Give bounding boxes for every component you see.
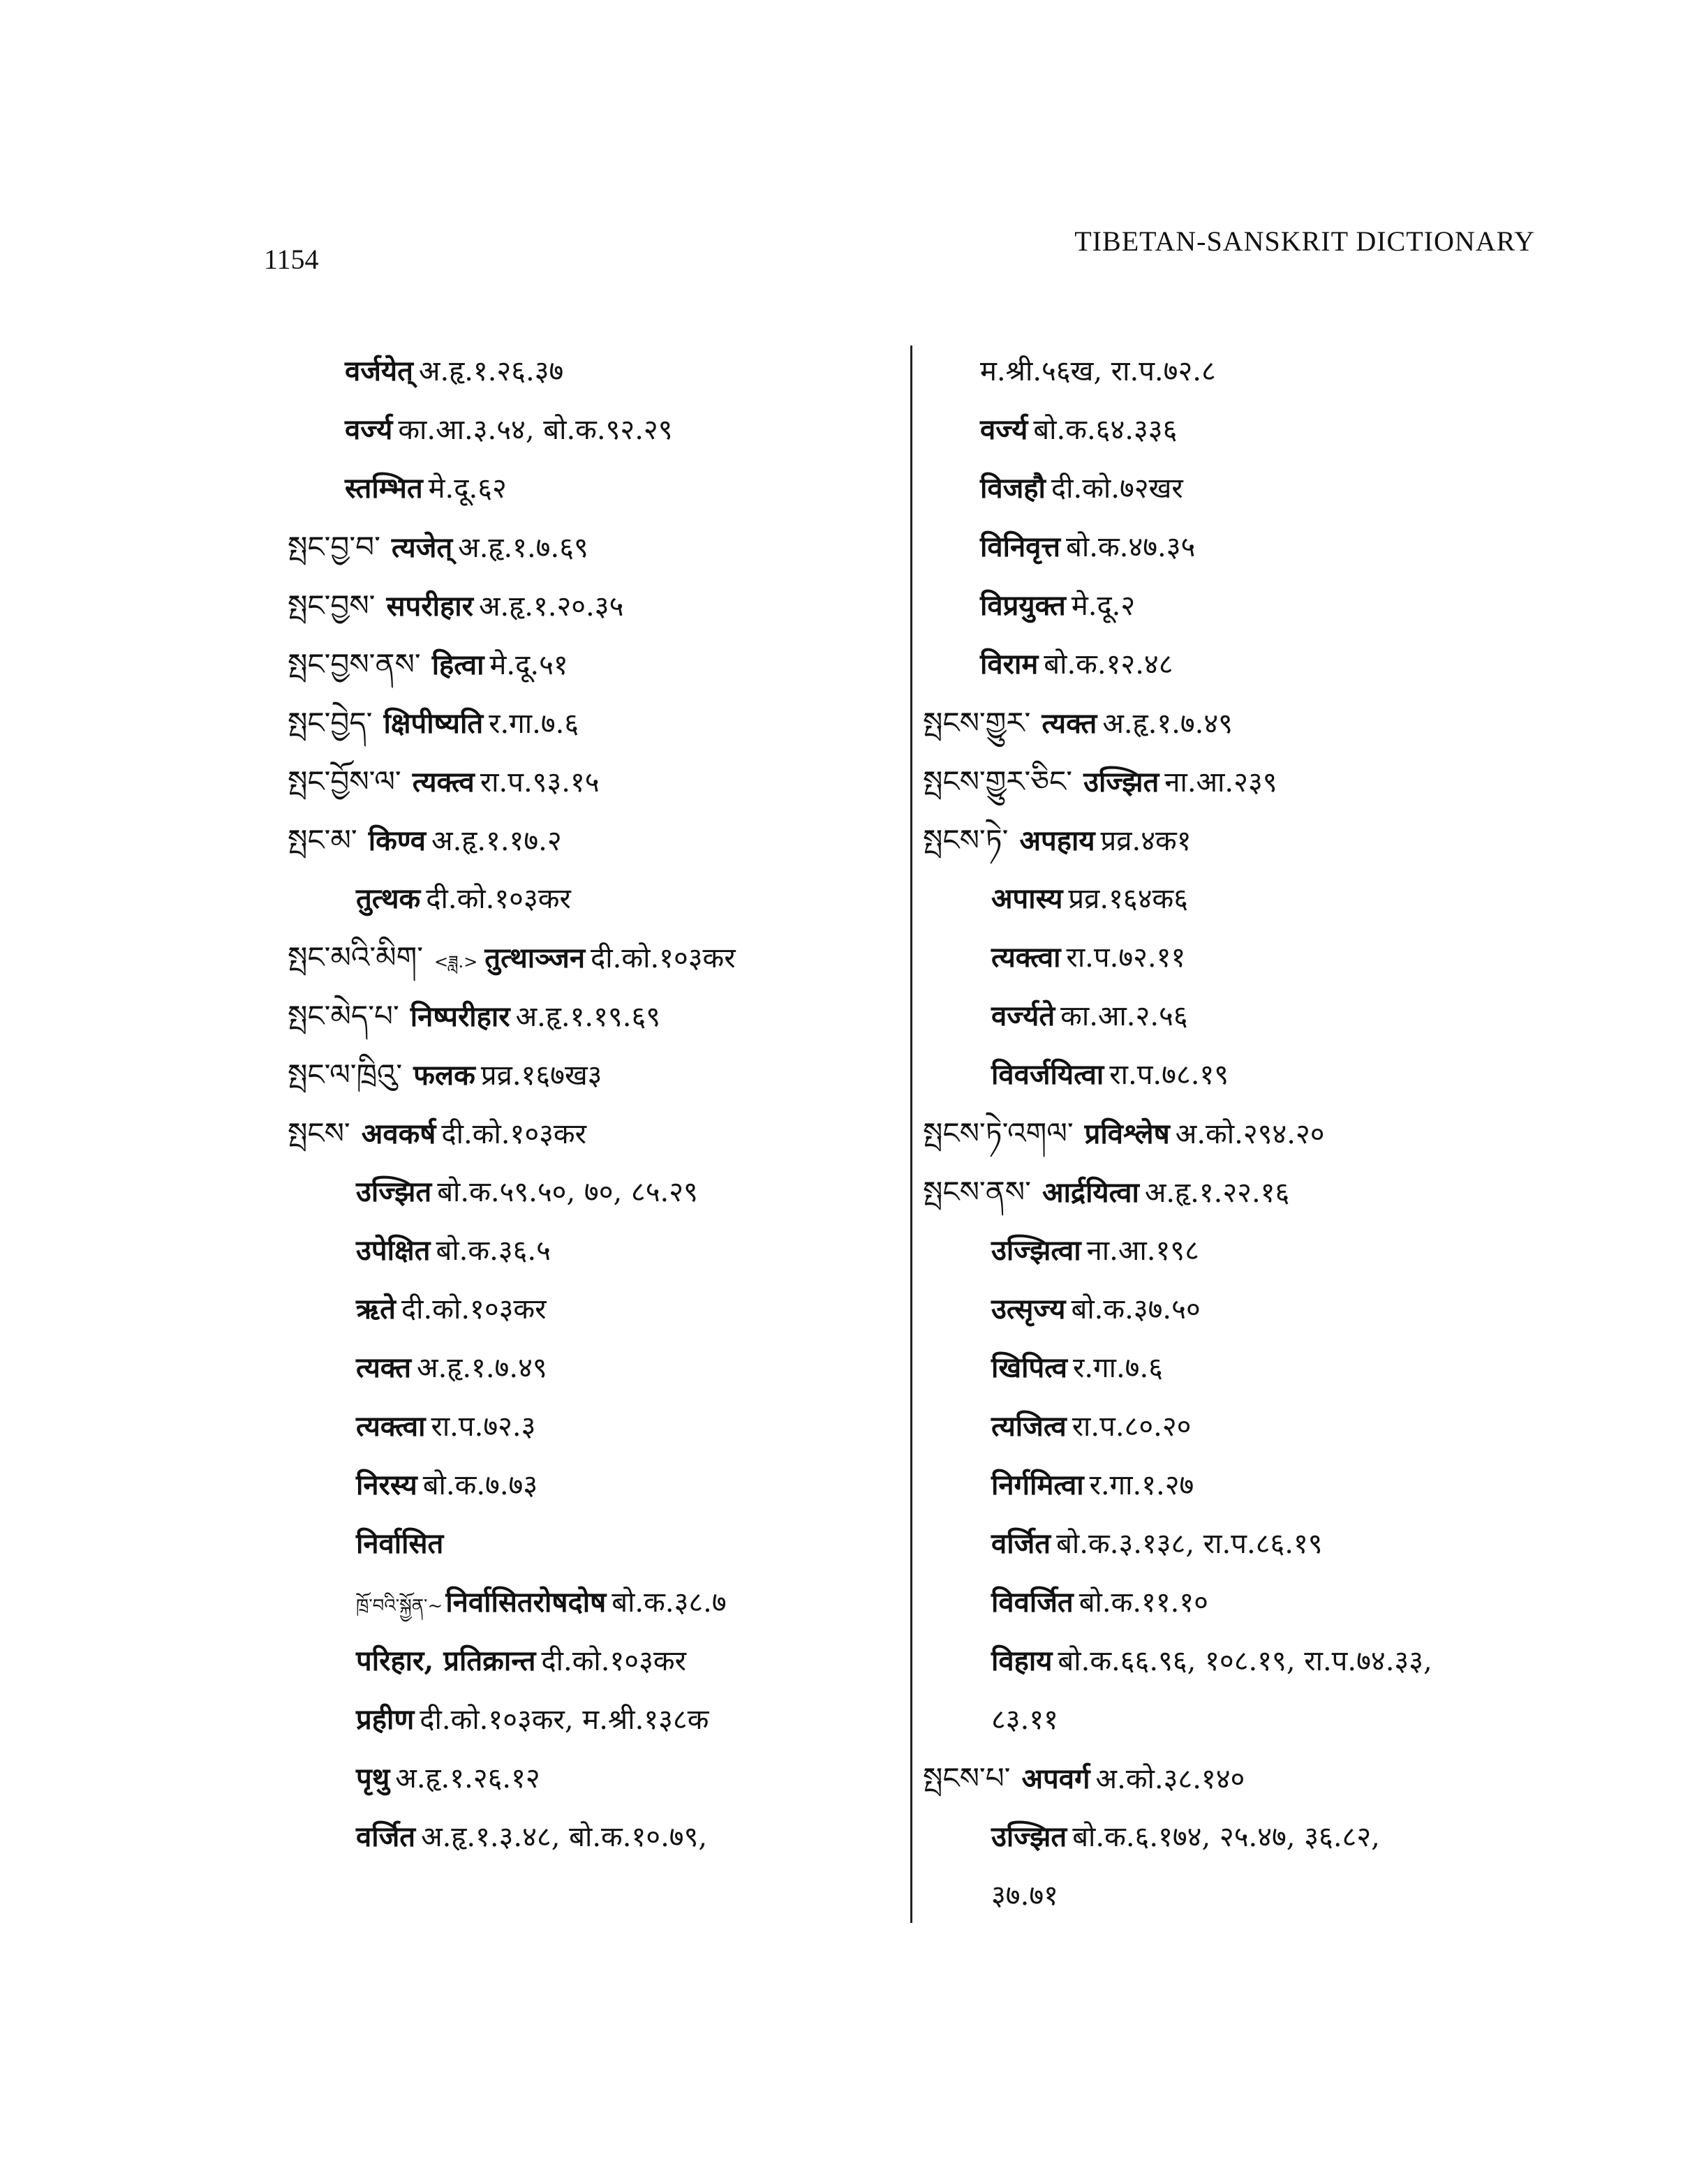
sanskrit-equivalent: तुत्थक xyxy=(356,882,421,915)
sanskrit-equivalent: उज्झित xyxy=(1083,766,1159,798)
source-reference: ३७.७१ xyxy=(991,1880,1058,1912)
sanskrit-equivalent: अपास्य xyxy=(991,882,1063,915)
dictionary-line xyxy=(923,518,1551,577)
dictionary-line xyxy=(923,1515,1551,1573)
dictionary-line xyxy=(288,1749,902,1808)
source-reference: अ.को.२९४.२० xyxy=(1175,1118,1325,1150)
sanskrit-equivalent: प्रविश्लेष xyxy=(1084,1117,1170,1150)
source-reference: दी.को.१०३कर xyxy=(441,1118,586,1150)
sanskrit-equivalent: क्षिपीष्यति xyxy=(383,707,484,740)
dictionary-line xyxy=(288,1046,902,1104)
dictionary-line xyxy=(923,1866,1551,1925)
sanskrit-equivalent: त्यक्त्व xyxy=(412,766,475,798)
sanskrit-equivalent: विहाय xyxy=(991,1644,1053,1677)
sanskrit-equivalent: वर्ज्य xyxy=(980,413,1028,446)
sanskrit-equivalent: त्यजेत् xyxy=(391,531,453,564)
dictionary-line xyxy=(288,1691,902,1749)
source-reference: प्रव्र.१६७ख३ xyxy=(480,1060,602,1092)
dictionary-line xyxy=(923,401,1551,459)
sanskrit-equivalent: किण्व xyxy=(368,824,427,857)
page-number: 1154 xyxy=(264,244,319,275)
tibetan-headword: སྤང་མེད་པ་ xyxy=(288,999,399,1033)
dictionary-line xyxy=(288,752,902,811)
sanskrit-equivalent: ऋते xyxy=(356,1293,396,1325)
sanskrit-equivalent: विप्रयुक्त xyxy=(980,589,1066,622)
sanskrit-equivalent: आर्द्रयित्वा xyxy=(1042,1176,1139,1209)
source-reference: बो.क.३६.५ xyxy=(436,1235,551,1267)
sanskrit-equivalent: खिपित्व xyxy=(991,1351,1067,1384)
source-reference: दी.को.१०३कर, म.श्री.१३८क xyxy=(420,1704,709,1736)
dictionary-line xyxy=(923,1456,1551,1515)
source-reference: मे.दू.५१ xyxy=(489,649,568,681)
dictionary-line xyxy=(288,1280,902,1339)
sanskrit-equivalent: विवर्जित xyxy=(991,1586,1074,1619)
dictionary-line xyxy=(288,1456,902,1515)
dictionary-line xyxy=(923,1749,1551,1808)
tibetan-headword: སྤང་བྱས་ནས་ xyxy=(288,647,421,681)
sanskrit-equivalent: निर्वासित xyxy=(356,1527,444,1560)
source-reference: बो.क.४७.३५ xyxy=(1066,531,1196,563)
dictionary-line xyxy=(288,1397,902,1456)
source-reference: बो.क.५९.५०, ७०, ८५.२९ xyxy=(437,1176,698,1208)
dictionary-line xyxy=(923,1104,1551,1163)
source-reference: रा.प.९३.१५ xyxy=(480,766,600,798)
source-reference: दी.को.१०३कर xyxy=(591,942,736,974)
dictionary-line xyxy=(923,1221,1551,1280)
source-reference: अ.हृ.१.७.४९ xyxy=(1102,708,1233,740)
dictionary-line xyxy=(923,811,1551,870)
column-divider xyxy=(910,346,912,1923)
tibetan-headword: སྤངས་གྱུར་ xyxy=(923,706,1031,740)
dictionary-line xyxy=(923,752,1551,811)
sanskrit-equivalent: उज्झित xyxy=(356,1175,432,1208)
source-reference: रा.प.७२.११ xyxy=(1066,942,1186,974)
dictionary-line xyxy=(923,577,1551,635)
source-reference: बो.क.११.१० xyxy=(1079,1587,1208,1619)
sanskrit-equivalent: त्यक्त्वा xyxy=(991,941,1061,974)
source-reference: दी.को.१०३कर xyxy=(541,1645,686,1677)
sanskrit-equivalent: फलक xyxy=(413,1059,475,1092)
dictionary-line xyxy=(288,987,902,1046)
right-column xyxy=(923,342,1551,1925)
source-reference: अ.हृ.१.७.४९ xyxy=(417,1352,547,1384)
sanskrit-equivalent: वर्जित xyxy=(356,1820,416,1853)
dictionary-line xyxy=(923,928,1551,987)
sanskrit-equivalent: उज्झित xyxy=(991,1820,1067,1853)
source-reference: बो.क.६६.९६, १०८.१९, रा.प.७४.३३, xyxy=(1058,1645,1432,1677)
dictionary-line xyxy=(288,518,902,577)
source-reference: अ.हृ.१.२६.१२ xyxy=(395,1762,540,1795)
running-head: TIBETAN-SANSKRIT DICTIONARY xyxy=(1074,225,1535,257)
source-reference: म.श्री.५६ख, रा.प.७२.८ xyxy=(980,355,1216,387)
source-reference: का.आ.२.५६ xyxy=(1060,1000,1188,1032)
tibetan-headword: སྤངས་ཏེ་འགལ་ xyxy=(923,1116,1074,1150)
dictionary-line xyxy=(288,635,902,694)
sanskrit-equivalent: निरस्य xyxy=(356,1469,417,1501)
dictionary-line xyxy=(923,1280,1551,1339)
source-reference: अ.हृ.१.२६.३७ xyxy=(418,355,564,387)
tibetan-headword: སྤངས་ xyxy=(288,1116,350,1150)
dictionary-line xyxy=(288,870,902,928)
sanskrit-equivalent: परिहार, प्रतिक्रान्त xyxy=(356,1644,536,1677)
source-reference: र.गा.७.६ xyxy=(1073,1352,1163,1384)
sanskrit-equivalent: विजहौ xyxy=(980,472,1046,505)
dictionary-line xyxy=(288,1573,902,1632)
source-reference: दी.को.७२खर xyxy=(1051,473,1183,505)
dictionary-line xyxy=(923,1397,1551,1456)
source-reference: बो.क.६४.३३६ xyxy=(1033,414,1178,446)
sanskrit-equivalent: वर्ज्यते xyxy=(991,1000,1055,1032)
source-reference: ८३.११ xyxy=(991,1704,1058,1736)
sanskrit-equivalent: उपेक्षित xyxy=(356,1234,431,1267)
dictionary-line xyxy=(288,1632,902,1691)
dictionary-line xyxy=(923,987,1551,1046)
sanskrit-equivalent: त्यक्त xyxy=(1042,707,1097,740)
sanskrit-equivalent: त्यक्त xyxy=(356,1351,412,1384)
source-reference: र.गा.१.२७ xyxy=(1089,1469,1194,1501)
source-reference: मे.दू.२ xyxy=(1071,590,1136,622)
source-reference: बो.क.१२.४८ xyxy=(1044,648,1173,681)
sanskrit-equivalent: वर्जित xyxy=(991,1527,1051,1560)
sanskrit-equivalent: त्यजित्व xyxy=(991,1410,1067,1443)
tibetan-subentry: ཁྲོ་བའི་སྐྱོན་~ xyxy=(356,1596,443,1617)
dictionary-line xyxy=(288,1808,902,1866)
source-reference: अ.हृ.१.१९.६९ xyxy=(515,1001,661,1033)
sanskrit-equivalent: वर्जयेत् xyxy=(345,355,413,387)
sanskrit-equivalent: अवकर्ष xyxy=(361,1117,436,1150)
dictionary-line xyxy=(923,1691,1551,1749)
dictionary-line xyxy=(923,635,1551,694)
dictionary-line xyxy=(288,577,902,635)
tibetan-headword: སྤང་བྱོས་ལ་ xyxy=(288,764,401,798)
sanskrit-equivalent: हित्वा xyxy=(431,648,484,681)
source-reference: बो.क.३.१३८, रा.प.८६.१९ xyxy=(1056,1528,1323,1560)
dictionary-line xyxy=(288,342,902,401)
sanskrit-equivalent: अपहाय xyxy=(1019,824,1095,857)
dictionary-line xyxy=(288,1515,902,1573)
source-reference: रा.प.७८.१९ xyxy=(1109,1059,1229,1091)
dictionary-line xyxy=(923,1632,1551,1691)
tibetan-headword: སྤང་བྱེད་ xyxy=(288,706,373,740)
source-reference: दी.को.१०३कर xyxy=(401,1293,547,1325)
sanskrit-equivalent: पृथु xyxy=(356,1762,390,1795)
source-reference: रा.प.८०.२० xyxy=(1072,1411,1192,1443)
dictionary-line xyxy=(923,1046,1551,1104)
source-reference: ना.आ.२३९ xyxy=(1164,766,1277,798)
source-reference: अ.हृ.१.३.४८, बो.क.१०.७९, xyxy=(421,1821,708,1853)
dictionary-line xyxy=(288,401,902,459)
usage-tag: <ཟླ.> xyxy=(434,952,478,972)
sanskrit-equivalent: वर्ज्य xyxy=(345,413,393,446)
tibetan-headword: སྤངས་ཏེ་ xyxy=(923,823,1009,857)
source-reference: बो.क.७.७३ xyxy=(422,1469,538,1501)
sanskrit-equivalent: स्तम्भित xyxy=(345,472,423,505)
dictionary-line xyxy=(288,1339,902,1397)
tibetan-headword: སྤངས་གྱུར་ཅིང་ xyxy=(923,764,1073,798)
sanskrit-equivalent: उत्सृज्य xyxy=(991,1293,1066,1325)
source-reference: दी.को.१०३कर xyxy=(426,883,571,915)
dictionary-line xyxy=(288,1104,902,1163)
sanskrit-equivalent: विराम xyxy=(980,648,1039,681)
tibetan-headword: སྤང་མ་ xyxy=(288,823,357,857)
source-reference: रा.प.७२.३ xyxy=(431,1411,536,1443)
dictionary-line xyxy=(288,811,902,870)
sanskrit-equivalent: तुत्थाञ्जन xyxy=(484,942,586,974)
sanskrit-equivalent: प्रहीण xyxy=(356,1703,415,1736)
dictionary-line xyxy=(288,928,902,987)
sanskrit-equivalent: त्यक्त्वा xyxy=(356,1410,426,1443)
dictionary-line xyxy=(923,694,1551,752)
source-reference: ना.आ.१९८ xyxy=(1086,1235,1199,1267)
dictionary-line xyxy=(923,1573,1551,1632)
sanskrit-equivalent: उज्झित्वा xyxy=(991,1234,1081,1267)
source-reference: प्रव्र.४क१ xyxy=(1100,825,1192,857)
dictionary-line xyxy=(923,1339,1551,1397)
tibetan-headword: སྤངས་པ་ xyxy=(923,1761,1011,1795)
tibetan-headword: སྤང་བྱ་བ་ xyxy=(288,530,380,564)
source-reference: बो.क.३७.५० xyxy=(1071,1293,1201,1325)
source-reference: प्रव्र.१६४क६ xyxy=(1068,883,1189,915)
source-reference: अ.को.३८.१४० xyxy=(1095,1763,1245,1795)
dictionary-line xyxy=(288,459,902,518)
sanskrit-equivalent: निर्वासितरोषदोष xyxy=(445,1586,607,1619)
sanskrit-equivalent: अपवर्ग xyxy=(1021,1762,1090,1795)
source-reference: अ.हृ.१.२२.१६ xyxy=(1144,1177,1290,1209)
source-reference: का.आ.३.५४, बो.क.९२.२९ xyxy=(398,414,673,446)
dictionary-line xyxy=(923,459,1551,518)
sanskrit-equivalent: निष्परीहार xyxy=(410,1000,510,1033)
source-reference: अ.हृ.१.७.६९ xyxy=(458,532,588,564)
dictionary-line xyxy=(288,1163,902,1221)
tibetan-headword: སྤང་ལ་ཁྲིའུ་ xyxy=(288,1057,403,1092)
source-reference: मे.दू.६२ xyxy=(428,473,507,505)
source-reference: र.गा.७.६ xyxy=(489,708,579,740)
tibetan-headword: སྤངས་ནས་ xyxy=(923,1175,1031,1209)
source-reference: बो.क.६.१७४, २५.४७, ३६.८२, xyxy=(1072,1821,1380,1853)
dictionary-line xyxy=(923,870,1551,928)
tibetan-headword: སྤང་མའི་མིག་ xyxy=(288,940,424,974)
dictionary-line xyxy=(288,1221,902,1280)
source-reference: अ.हृ.१.२०.३५ xyxy=(478,590,624,623)
source-reference: बो.क.३८.७ xyxy=(611,1587,727,1619)
source-reference: अ.हृ.१.१७.२ xyxy=(431,825,562,857)
sanskrit-equivalent: विनिवृत्त xyxy=(980,530,1061,563)
dictionary-line xyxy=(923,1163,1551,1221)
left-column xyxy=(288,342,902,1866)
sanskrit-equivalent: विवर्जयित्वा xyxy=(991,1058,1104,1091)
tibetan-headword: སྤང་བྱས་ xyxy=(288,588,376,623)
sanskrit-equivalent: निर्गमित्वा xyxy=(991,1469,1084,1501)
dictionary-line xyxy=(923,342,1551,401)
dictionary-line xyxy=(288,694,902,752)
sanskrit-equivalent: सपरीहार xyxy=(386,590,473,623)
dictionary-line xyxy=(923,1808,1551,1866)
